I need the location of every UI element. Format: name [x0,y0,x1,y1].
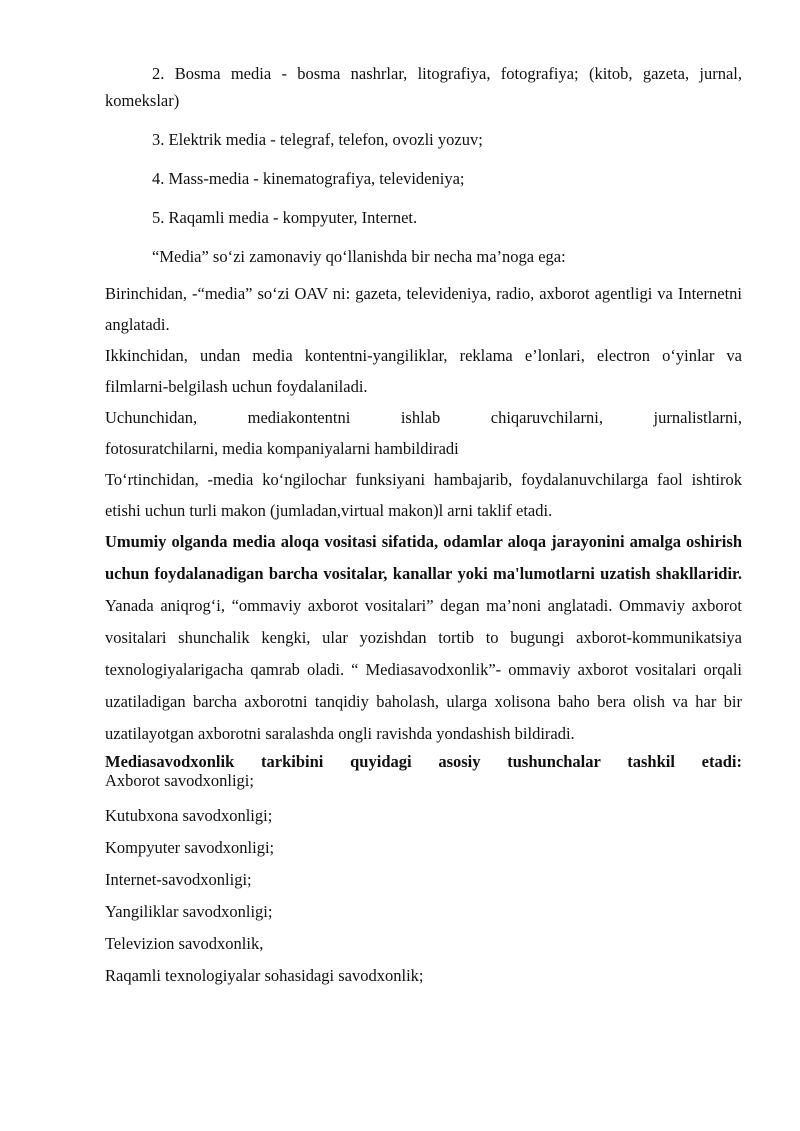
list-item: Internet-savodxonligi; [105,870,252,889]
general-bold-text: Umumiy olganda media aloqa vositasi sifatida, odamlar aloqa jarayonini amalga oshirish uchun foydalanadigan barcha vositalar, kanallar yoki ma'lumotlarni uzatish shakllaridir. [105,532,742,583]
numbered-item-5: 5. Raqamli media - kompyuter, Internet. [152,208,418,227]
numbered-item-2: 2. Bosma media - bosma nashrlar, litografiya, fotografiya; (kitob, gazeta, jurnal, komekslar) [105,64,742,110]
meaning-third-line1: Uchunchidan, mediakontentni ishlab chiqaruvchilarni, jurnalistlarni, [105,408,742,427]
meaning-first: Birinchidan, -“media” so‘zi OAV ni: gazeta, televideniya, radio, axborot agentligi va Internetni anglatadi. [105,284,742,334]
list-item: Kutubxona savodxonligi; [105,806,273,825]
numbered-item-4: 4. Mass-media - kinematografiya, televideniya; [152,169,465,188]
meaning-second: Ikkinchidan, undan media kontentni-yangiliklar, reklama e’lonlari, electron o‘yinlar va filmlarni-belgilash uchun foydalaniladi. [105,346,742,396]
numbered-item-3: 3. Elektrik media - telegraf, telefon, ovozli yozuv; [152,130,483,149]
general-rest-text: Yanada aniqrog‘i, “ommaviy axborot vositalari” degan ma’noni anglatadi. Ommaviy axborot vositalari shunchalik kengki, ular yozishdan tortib to bugungi axborot-kommunikatsiya texnologiyalarigacha qamrab oladi. “ Mediasavodxonlik”- ommaviy axborot vositalari orqali uzatiladigan barcha axborotni tanqidiy baholash, ularga xolisona baho bera olish va har bir uzatilayotgan axborotni saralashda ongli ravishda yondashish bildiradi. [105,596,742,743]
general-paragraph [105,526,742,750]
components-heading: Mediasavodxonlik tarkibini quyidagi asosiy tushunchalar tashkil etadi: [105,752,742,771]
list-item: Yangiliklar savodxonligi; [105,902,273,921]
components-list [105,772,742,992]
list-item: Raqamli texnologiyalar sohasidagi savodxonlik; [105,966,424,985]
intro-sentence: “Media” so‘zi zamonaviy qo‘llanishda bir necha ma’noga ega: [152,247,566,266]
list-item: Kompyuter savodxonligi; [105,838,275,857]
meaning-third-line2: fotosuratchilarni, media kompaniyalarni hambildiradi [105,439,459,458]
meaning-fourth: To‘rtinchidan, -media ko‘ngilochar funksiyani hambajarib, foydalanuvchilarga faol ishtirok etishi uchun turli makon (jumladan,virtual makon)l arni taklif etadi. [105,470,742,520]
list-item: Axborot savodxonligi; [105,771,254,790]
list-item: Televizion savodxonlik, [105,934,264,953]
